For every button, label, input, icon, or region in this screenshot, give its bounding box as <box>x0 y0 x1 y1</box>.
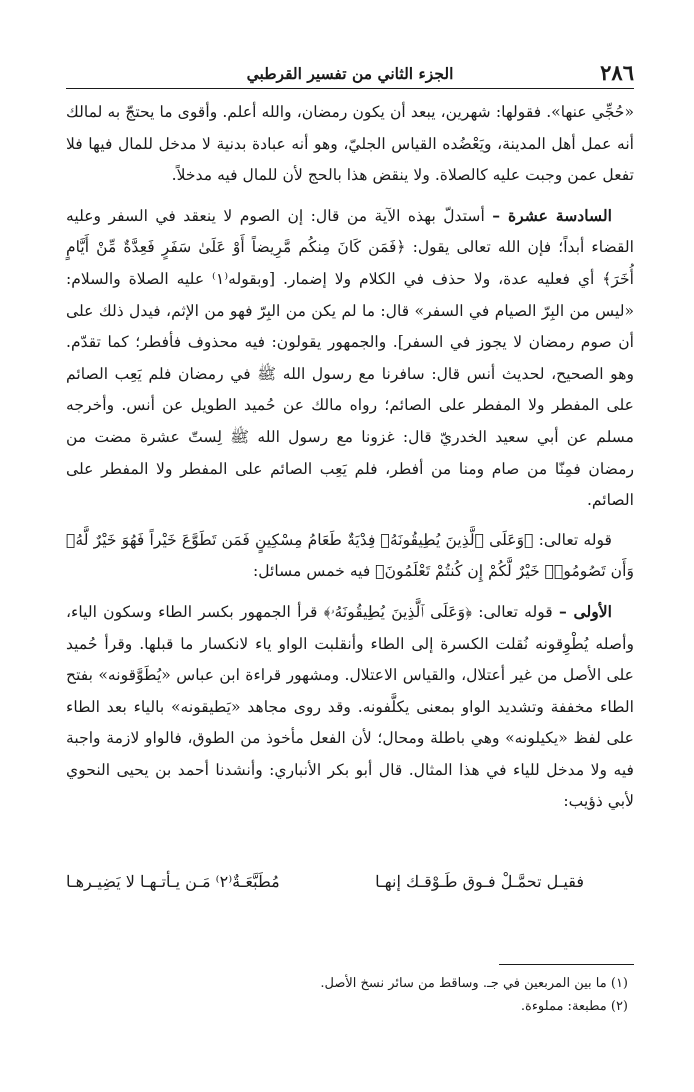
page-header <box>66 62 634 89</box>
verse-first-hemistich: فقيـل تحمَّـلْ فـوق طَـوْقـك إنهـا <box>375 872 584 891</box>
running-title: الجزء الثاني من تفسير القرطبي <box>246 64 454 83</box>
verse-second-hemistich: مُطَبَّعَـةٌ⁽٢⁾ مَـن يـأتـهـا لا يَضِيـرهـا <box>66 872 280 891</box>
paragraph-2-text: أستدلّ بهذه الآية من قال: إن الصوم لا ينعقد في السفر وعليه القضاء أبداً؛ فإن الله تعالى يقول: ﴿فَمَن كَانَ مِنكُم مَّرِيضاً أَوْ عَلَىٰ سَفَرٍ فَعِدَّةٌ مِّنْ أَيَّامٍ أُخَرَ﴾ أي فعليه عدة، ولا حذف في الكلام ولا إضمار. [وبقوله⁽١⁾ عليه الصلاة والسلام: «ليس من البِرّ الصيام في السفر» قال: ما لم يكن من البِرّ فهو من الإثم، فيدل ذلك على أن صوم رمضان لا يجوز في السفر]. والجمهور يقولون: فيه محذوف فأفطر؛ كما تقدّم. وهو الصحيح، لحديث أنس قال: سافرنا مع رسول الله ﷺ في رمضان فلم يَعِب الصائم على المفطر ولا المفطر على الصائم؛ رواه مالك عن حُميد الطويل عن أنس. وأخرجه مسلم عن أبي سعيد الخدريّ قال: غزونا مع رسول الله ﷺ لِستّ عشرة مضت من رمضان فمِنّا من صام ومنا من أفطر، فلم يَعِب الصائم على المفطر ولا المفطر على الصائم. <box>66 206 634 510</box>
footnotes <box>66 972 634 1018</box>
paragraph-4-text: قوله تعالى: ﴿وَعَلَى ٱلَّذِينَ يُطِيقُونَهُۥ﴾ قرأ الجمهور بكسر الطاء وسكون الياء، وأصله يُطْوِقونه نُقلت الكسرة إلى الطاء وأنقلبت الواو ياء لانكسار ما قبلها. وقرأ حُميد على الأصل من غير أعتلال، والقياس الاعتلال. ومشهور قراءة ابن عباس «يُطَوَّقونه» بفتح الطاء مخففة وتشديد الواو بمعنى يكلَّفونه. وقد روى مجاهد «يَطيقونه» بالياء بعد الطاء على لفظ «يكيلونه» وهي باطلة ومحال؛ لأن الفعل مأخوذ من الطوق، فالواو لازمة واجبة فيه ولا مدخل للياء في هذا المثال. قال أبو بكر الأنباري: وأنشدنا أحمد بن يحيى النحوي لأبي ذؤيب: <box>66 602 634 811</box>
page-number: ٢٨٦ <box>600 60 634 85</box>
section-heading-first: الأولى – <box>559 601 612 621</box>
paragraph-4 <box>66 596 634 818</box>
paragraph-1: «حُجِّي عنها». فقولها: شهرين، يبعد أن يكون رمضان، والله أعلم. وأقوى ما يحتجّ به لمالك أنه عمل أهل المدينة، ويَعْضُده القياس الجليّ، وهو أنه عبادة بدنية لا مدخل للمال فيها فلا تفعل عمن وجبت عليه كالصلاة. ولا ينقض هذا بالحج لأن للمال فيه مدخلاً. <box>66 103 634 185</box>
footnote-2: (٢) مطبعة: مملوءة. <box>520 999 628 1014</box>
section-heading-sixteenth: السادسة عشرة – <box>492 205 612 225</box>
paragraph-3: قوله تعالى: ﴿وَعَلَى ٱلَّذِينَ يُطِيقُونَهُۥ فِدْيَةٌ طَعَامُ مِسْكِينٍ فَمَن تَطَوَّعَ خَيْراً فَهُوَ خَيْرٌ لَّهُۥ وَأَن تَصُومُوا۟ خَيْرٌ لَّكُمْ إِن كُنتُمْ تَعْلَمُونَ﴾ فيه خمس مسائل: <box>66 530 634 581</box>
paragraph-2 <box>66 200 634 517</box>
footnote-1: (١) ما بين المربعين في جـ. وساقط من سائر نسخ الأصل. <box>320 976 628 991</box>
poetry-verse <box>66 872 634 904</box>
footnote-separator <box>499 964 634 965</box>
body-text <box>66 97 634 818</box>
